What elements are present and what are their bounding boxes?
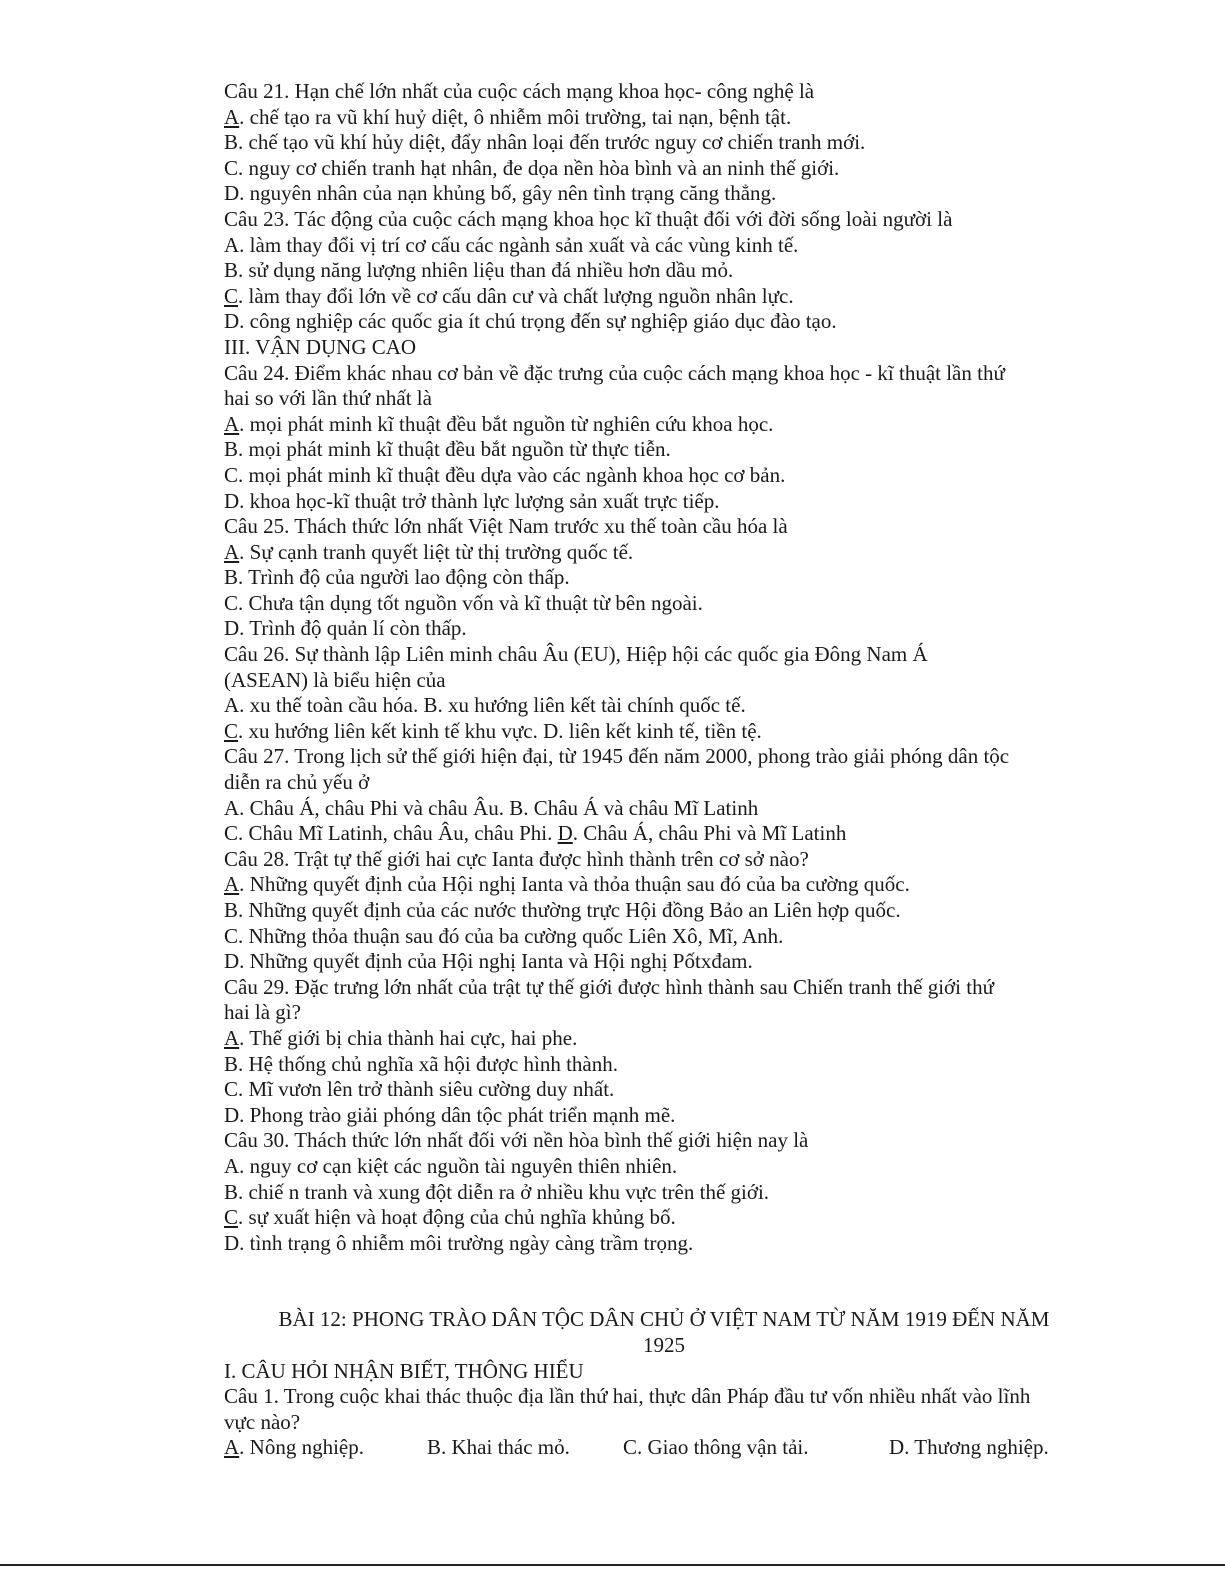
lesson-title-line-1: BÀI 12: PHONG TRÀO DÂN TỘC DÂN CHỦ Ở VIỆT NAM TỪ NĂM 1919 ĐẾN NĂM	[278, 1307, 1050, 1332]
answer-key: C	[224, 1205, 239, 1230]
line-text: Câu 27. Trong lịch sử thế giới hiện đại, từ 1945 đến năm 2000, phong trào giải phóng dân tộc	[224, 744, 1010, 769]
document-page	[224, 79, 1104, 1461]
option-d: D. Thương nghiệp.	[889, 1435, 1049, 1460]
line-text: C. Chưa tận dụng tốt nguồn vốn và kĩ thuật từ bên ngoài.	[224, 590, 703, 615]
text-line	[224, 258, 1104, 284]
line-text: Câu 30. Thách thức lớn nhất đối với nền hòa bình thế giới hiện nay là	[224, 1128, 809, 1153]
text-line	[224, 821, 1104, 847]
text-line	[224, 668, 1104, 694]
question-1-line-1: Câu 1. Trong cuộc khai thác thuộc địa lần thứ hai, thực dân Pháp đầu tư vốn nhiều nhất vào lĩnh	[224, 1384, 1031, 1409]
text-line	[224, 1026, 1104, 1052]
line-text: B. chế tạo vũ khí hủy diệt, đẩy nhân loại đến trước nguy cơ chiến tranh mới.	[224, 130, 866, 155]
lesson-title	[224, 1307, 1104, 1358]
text-line	[224, 591, 1104, 617]
line-text: A. Châu Á, châu Phi và châu Âu. B. Châu Á và châu Mĩ Latinh	[224, 795, 759, 820]
line-text: B. chiế n tranh và xung đột diễn ra ở nhiều khu vực trên thế giới.	[224, 1179, 770, 1204]
text-line	[224, 361, 1104, 387]
answer-key: D	[557, 821, 573, 846]
answer-key: A	[224, 872, 240, 897]
text-line	[224, 284, 1104, 310]
line-text: C. nguy cơ chiến tranh hạt nhân, đe dọa nền hòa bình và an ninh thế giới.	[224, 155, 840, 180]
answer-key-a: A	[224, 1435, 240, 1460]
text-line	[224, 847, 1104, 873]
line-text: . xu hướng liên kết kinh tế khu vực. D. liên kết kinh tế, tiền tệ.	[238, 718, 762, 743]
line-text: C. Mĩ vươn lên trở thành siêu cường duy nhất.	[224, 1077, 615, 1102]
text-line	[224, 386, 1104, 412]
text-line	[224, 565, 1104, 591]
line-text: A. nguy cơ cạn kiệt các nguồn tài nguyên thiên nhiên.	[224, 1153, 678, 1178]
line-text: Câu 25. Thách thức lớn nhất Việt Nam trước xu thế toàn cầu hóa là	[224, 514, 788, 539]
line-text: . làm thay đổi lớn về cơ cấu dân cư và chất lượng nguồn nhân lực.	[238, 283, 794, 308]
text-line	[224, 105, 1104, 131]
line-text: . Những quyết định của Hội nghị Ianta và thỏa thuận sau đó của ba cường quốc.	[239, 872, 910, 897]
line-text: B. Hệ thống chủ nghĩa xã hội được hình thành.	[224, 1051, 619, 1076]
text-line	[224, 872, 1104, 898]
line-text: C. Châu Mĩ Latinh, châu Âu, châu Phi.	[224, 821, 558, 846]
line-text: B. mọi phát minh kĩ thuật đều bắt nguồn từ thực tiễn.	[224, 437, 671, 462]
text-line	[224, 1128, 1104, 1154]
line-text: D. Trình độ quản lí còn thấp.	[224, 616, 467, 641]
answer-key: C	[224, 718, 239, 743]
text-line	[224, 693, 1104, 719]
text-line	[224, 489, 1104, 515]
question-1-line-2: vực nào?	[224, 1409, 301, 1434]
line-text: D. khoa học-kĩ thuật trở thành lực lượng sản xuất trực tiếp.	[224, 488, 720, 513]
text-line	[224, 898, 1104, 924]
option-c: C. Giao thông vận tải.	[623, 1435, 809, 1460]
line-text: B. sử dụng năng lượng nhiên liệu than đá nhiều hơn dầu mỏ.	[224, 258, 734, 283]
text-line	[224, 156, 1104, 182]
line-text: (ASEAN) là biểu hiện của	[224, 667, 446, 692]
text-line	[224, 796, 1104, 822]
line-text: C. mọi phát minh kĩ thuật đều dựa vào các ngành khoa học cơ bản.	[224, 462, 786, 487]
text-line	[224, 233, 1104, 259]
text-line	[224, 1077, 1104, 1103]
text-line	[224, 437, 1104, 463]
line-text: . mọi phát minh kĩ thuật đều bắt nguồn từ nghiên cứu khoa học.	[239, 411, 774, 436]
text-line	[224, 975, 1104, 1001]
line-text: . sự xuất hiện và hoạt động của chủ nghĩa khủng bố.	[238, 1205, 676, 1230]
line-text: Câu 24. Điểm khác nhau cơ bản về đặc trưng của cuộc cách mạng khoa học - kĩ thuật lần thứ	[224, 360, 1005, 385]
option-a	[224, 1435, 427, 1461]
line-text: D. Phong trào giải phóng dân tộc phát triển mạnh mẽ.	[224, 1102, 676, 1127]
line-text: diễn ra chủ yếu ở	[224, 770, 370, 795]
text-line	[224, 412, 1104, 438]
answer-key: A	[224, 411, 240, 436]
answer-key: C	[224, 283, 239, 308]
answer-key: A	[224, 539, 240, 564]
text-line	[224, 463, 1104, 489]
text-line	[224, 1154, 1104, 1180]
line-text: III. VẬN DỤNG CAO	[224, 334, 417, 359]
line-text: Câu 23. Tác động của cuộc cách mạng khoa học kĩ thuật đối với đời sống loài người là	[224, 206, 953, 231]
text-line	[224, 1052, 1104, 1078]
option-b: B. Khai thác mỏ.	[427, 1435, 570, 1460]
line-text: Câu 21. Hạn chế lớn nhất của cuộc cách mạng khoa học- công nghệ là	[224, 79, 815, 103]
text-line	[224, 1103, 1104, 1129]
line-text: A. làm thay đổi vị trí cơ cấu các ngành sản xuất và các vùng kinh tế.	[224, 232, 799, 257]
text-line	[224, 79, 1104, 105]
text-line	[224, 181, 1104, 207]
line-text: A. xu thế toàn cầu hóa. B. xu hướng liên kết tài chính quốc tế.	[224, 693, 746, 718]
line-text: B. Những quyết định của các nước thường trực Hội đồng Bảo an Liên hợp quốc.	[224, 898, 901, 922]
text-line	[224, 770, 1104, 796]
text-line	[224, 949, 1104, 975]
line-text: D. tình trạng ô nhiễm môi trường ngày càng trầm trọng.	[224, 1230, 694, 1255]
line-text: D. Những quyết định của Hội nghị Ianta và Hội nghị Pốtxđam.	[224, 949, 753, 974]
text-line	[224, 924, 1104, 950]
question-1-options	[224, 1435, 1104, 1461]
text-line	[224, 207, 1104, 233]
line-text: D. nguyên nhân của nạn khủng bố, gây nên tình trạng căng thẳng.	[224, 181, 777, 206]
text-line	[224, 335, 1104, 361]
text-line	[224, 1231, 1104, 1257]
exam-questions-block	[224, 79, 1104, 1256]
text-line	[224, 1000, 1104, 1026]
line-text: . Thế giới bị chia thành hai cực, hai phe.	[239, 1025, 578, 1050]
section-heading: I. CÂU HỎI NHẬN BIẾT, THÔNG HIỂU	[224, 1358, 584, 1383]
footer-rule	[0, 1564, 1225, 1566]
spacer	[224, 1256, 1104, 1307]
text-line	[224, 719, 1104, 745]
text-line	[224, 514, 1104, 540]
line-text: Câu 26. Sự thành lập Liên minh châu Âu (EU), Hiệp hội các quốc gia Đông Nam Á	[224, 642, 928, 667]
line-text: Câu 28. Trật tự thế giới hai cực Ianta được hình thành trên cơ sở nào?	[224, 846, 809, 871]
text-line	[224, 540, 1104, 566]
text-line	[224, 744, 1104, 770]
text-line	[224, 309, 1104, 335]
text-line	[224, 642, 1104, 668]
line-text: hai so với lần thứ nhất là	[224, 386, 432, 411]
line-text: Câu 29. Đặc trưng lớn nhất của trật tự thế giới được hình thành sau Chiến tranh thế giới thứ	[224, 974, 994, 999]
text-line	[224, 1180, 1104, 1206]
lesson-title-line-2: 1925	[643, 1332, 685, 1357]
line-text: hai là gì?	[224, 1000, 301, 1025]
text-line	[224, 1205, 1104, 1231]
answer-key: A	[224, 104, 240, 129]
line-text: . Châu Á, châu Phi và Mĩ Latinh	[572, 821, 847, 846]
answer-key: A	[224, 1025, 240, 1050]
line-text: . Sự cạnh tranh quyết liệt từ thị trường quốc tế.	[239, 539, 634, 564]
line-text: B. Trình độ của người lao động còn thấp.	[224, 565, 570, 590]
line-text: . chế tạo ra vũ khí huỷ diệt, ô nhiễm môi trường, tai nạn, bệnh tật.	[239, 104, 792, 129]
option-a-text: . Nông nghiệp.	[239, 1435, 364, 1460]
text-line	[224, 130, 1104, 156]
line-text: D. công nghiệp các quốc gia ít chú trọng đến sự nghiệp giáo dục đào tạo.	[224, 309, 837, 334]
text-line	[224, 616, 1104, 642]
line-text: C. Những thỏa thuận sau đó của ba cường quốc Liên Xô, Mĩ, Anh.	[224, 923, 784, 948]
